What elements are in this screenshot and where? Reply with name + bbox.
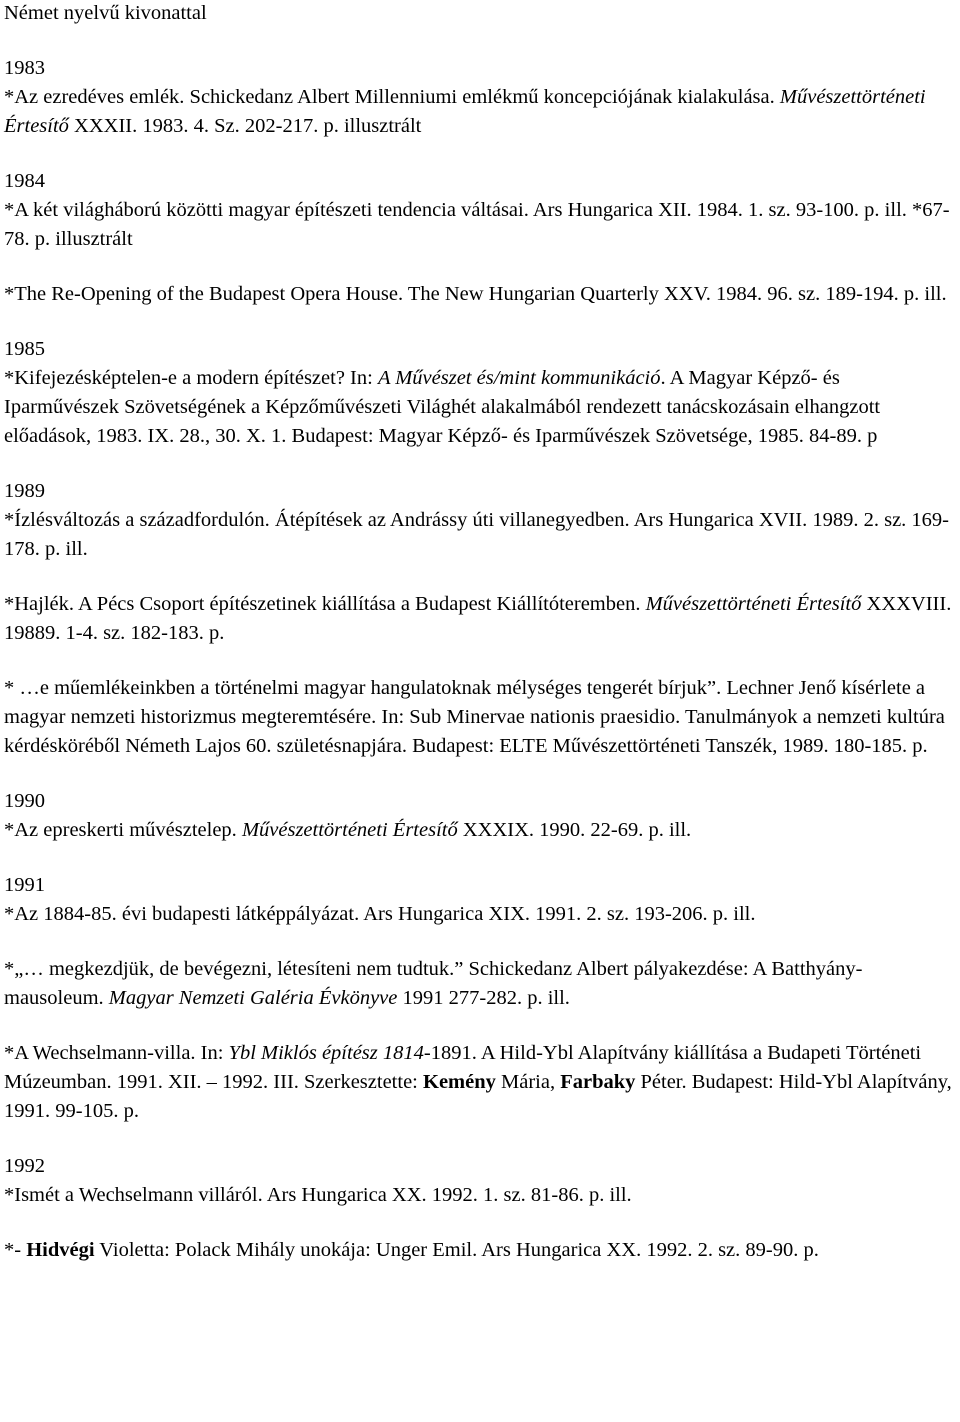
bibliography-entry: *Az ezredéves emlék. Schickedanz Albert Millenniumi emlékmű koncepciójának kialakulása. Művészettörténeti Értesítő XXXII. 1983. 4. Sz. 202-217. p. illusztrált <box>4 86 926 137</box>
italic-title: Művészettörténeti Értesítő <box>4 86 926 137</box>
bibliography-entry: *Ízlésváltozás a századfordulón. Átépítések az Andrássy úti villanegyedben. Ars Hungarica XVII. 1989. 2. sz. 169-178. p. ill. <box>4 509 949 560</box>
bibliography-entry: *A két világháború közötti magyar építészeti tendencia váltásai. Ars Hungarica XII. 1984. 1. sz. 93-100. p. ill. *67-78. p. illusztrált <box>4 199 950 250</box>
year-heading: 1985 <box>4 338 45 360</box>
bibliography-entry: *„… megkezdjük, de bevégezni, létesíteni nem tudtuk.” Schickedanz Albert pályakezdése: A Batthyány-mausoleum. Magyar Nemzeti Galéria Évkönyve 1991 277-282. p. ill. <box>4 958 863 1009</box>
bibliography-entry: *Az 1884-85. évi budapesti látképpályázat. Ars Hungarica XIX. 1991. 2. sz. 193-206. p. ill. <box>4 903 756 925</box>
bibliography-entry: *Ismét a Wechselmann villáról. Ars Hungarica XX. 1992. 1. sz. 81-86. p. ill. <box>4 1184 632 1206</box>
year-heading: 1989 <box>4 480 45 502</box>
year-heading: 1992 <box>4 1155 45 1177</box>
bibliography-entry: *Hajlék. A Pécs Csoport építészetinek kiállítása a Budapest Kiállítóteremben. Művészettörténeti Értesítő XXXVIII. 19889. 1-4. sz. 182-183. p. <box>4 593 952 644</box>
italic-title: Magyar Nemzeti Galéria Évkönyve <box>108 987 398 1009</box>
italic-title: Művészettörténeti Értesítő <box>645 593 862 615</box>
bold-name: Hidvégi <box>26 1239 95 1261</box>
bibliography-list <box>4 54 954 1291</box>
year-heading: 1991 <box>4 874 45 896</box>
page-title: Német nyelvű kivonattal <box>4 2 207 24</box>
bibliography-entry: *- Hidvégi Violetta: Polack Mihály unokája: Unger Emil. Ars Hungarica XX. 1992. 2. sz. 89-90. p. <box>4 1239 819 1261</box>
italic-title: A Művészet és/mint kommunikáció <box>377 367 661 389</box>
bibliography-entry: *A Wechselmann-villa. In: Ybl Miklós építész 1814-1891. A Hild-Ybl Alapítvány kiállítása a Budapeti Történeti Múzeumban. 1991. XII. – 1992. III. Szerkesztette: Kemény Mária, Farbaky Péter. Budapest: Hild-Ybl Alapítvány, 1991. 99-105. p. <box>4 1042 952 1122</box>
italic-title: Ybl Miklós építész 1814 <box>228 1042 424 1064</box>
year-heading: 1983 <box>4 57 45 79</box>
italic-title: Művészettörténeti Értesítő <box>241 819 458 841</box>
bibliography-entry: *Az epreskerti művésztelep. Művészettörténeti Értesítő XXXIX. 1990. 22-69. p. ill. <box>4 819 692 841</box>
year-heading: 1990 <box>4 790 45 812</box>
bibliography-entry: *Kifejezésképtelen-e a modern építészet? In: A Művészet és/mint kommunikáció. A Magyar Képző- és Iparművészek Szövetségének a Képzőművészeti Világhét alakalmából rendezett tanácskozásain elhangzott előadások, 1983. IX. 28., 30. X. 1. Budapest: Magyar Képző- és Iparművészek Szövetsége, 1985. 84-89. p <box>4 367 881 447</box>
bold-name: Kemény <box>423 1071 496 1093</box>
bold-name: Farbaky <box>560 1071 636 1093</box>
bibliography-entry: * …e műemlékeinkben a történelmi magyar hangulatoknak mélységes tengerét bírjuk”. Lechner Jenő kísérlete a magyar nemzeti historizmus megteremtésére. In: Sub Minervae nationis praesidio. Tanulmányok a nemzeti kultúra kérdésköréből Németh Lajos 60. születésnapjára. Budapest: ELTE Művészettörténeti Tanszék, 1989. 180-185. p. <box>4 677 945 757</box>
bibliography-entry: *The Re-Opening of the Budapest Opera House. The New Hungarian Quarterly XXV. 1984. 96. sz. 189-194. p. ill. <box>4 283 947 305</box>
year-heading: 1984 <box>4 170 45 192</box>
